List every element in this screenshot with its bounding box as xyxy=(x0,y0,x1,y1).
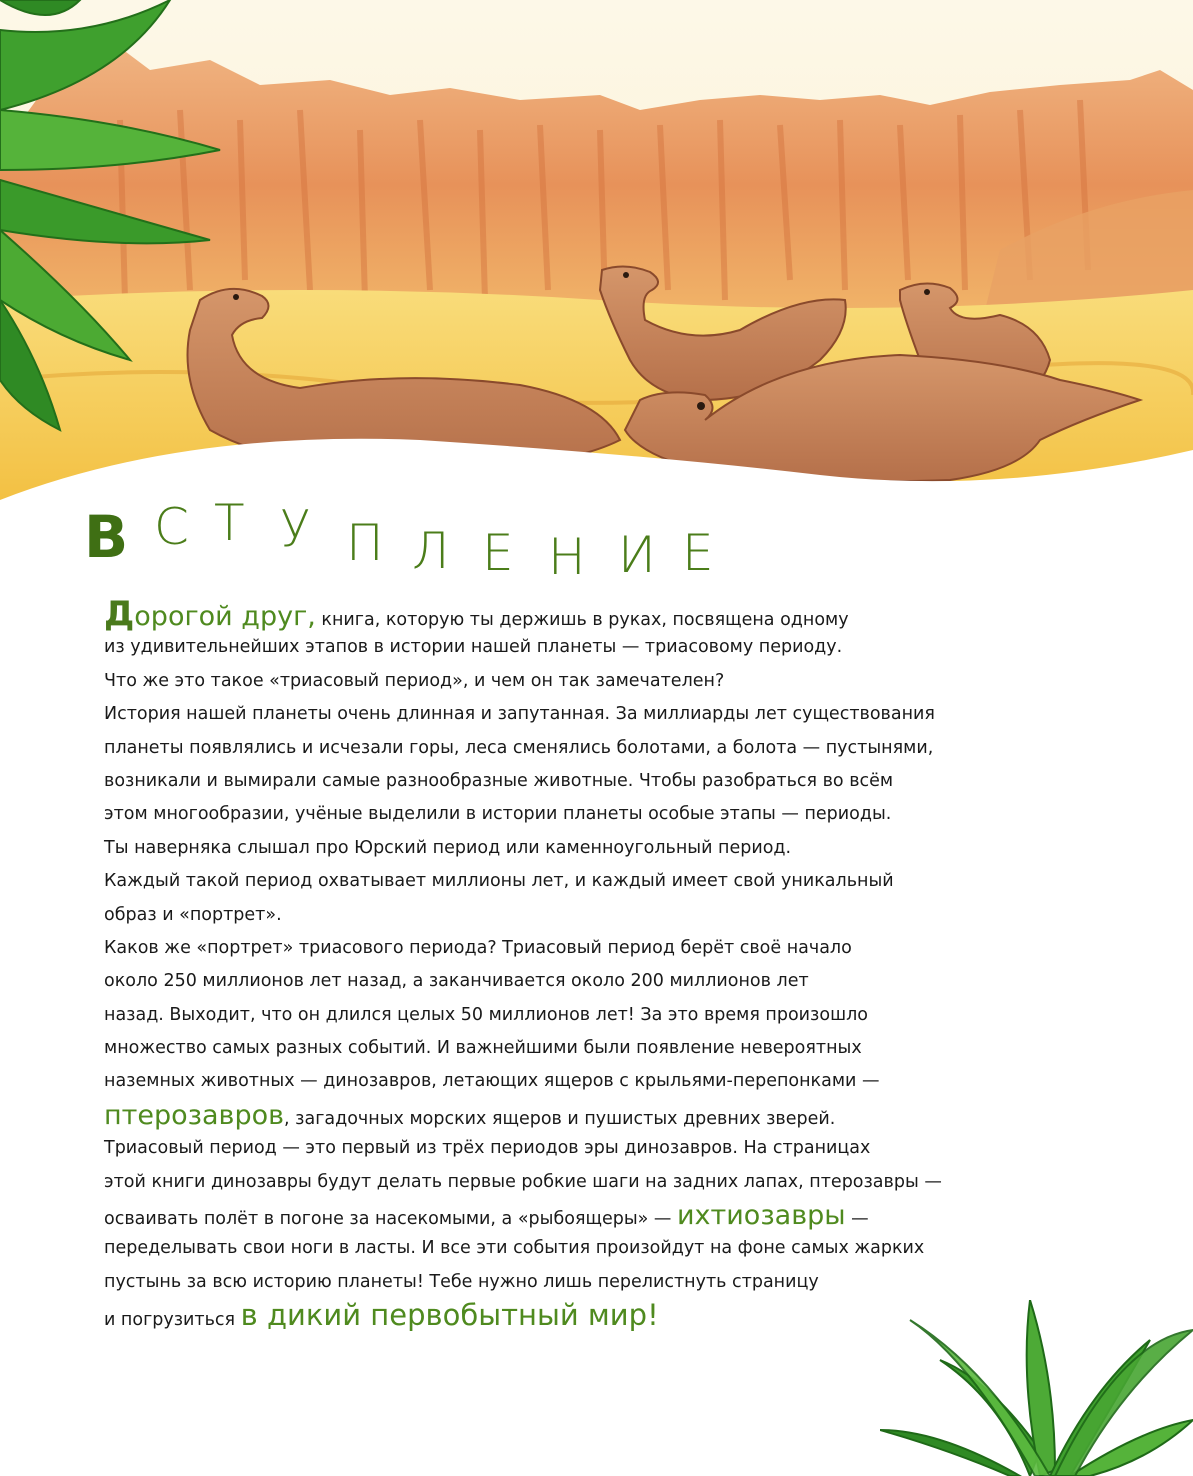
text-line: из удивительнейших этапов в истории нашей планеты — триасовому периоду. xyxy=(104,637,843,658)
highlight-pterosaurs: птерозавров xyxy=(104,1099,285,1131)
text-line xyxy=(104,1099,1064,1132)
text-line: образ и «портрет». xyxy=(104,904,282,925)
text-line: назад. Выходит, что он длился целых 50 миллионов лет! За это время произошло xyxy=(104,1004,868,1025)
highlight-closing: в дикий первобытный мир! xyxy=(240,1298,659,1333)
title-letter: И xyxy=(618,526,656,584)
text-line: Ты наверняка слышал про Юрский период или каменноугольный период. xyxy=(104,837,792,858)
title-letter: П xyxy=(346,514,384,572)
text-fragment: и погрузиться xyxy=(104,1310,241,1331)
text-line xyxy=(104,1199,1064,1232)
title-letter: Е xyxy=(682,524,714,582)
title-letter: У xyxy=(280,500,311,558)
dinosaurs-desert-illustration xyxy=(0,0,1193,520)
text-line: пустынь за всю историю планеты! Тебе нужно лишь перелистнуть страницу xyxy=(104,1271,819,1292)
text-line: около 250 миллионов лет назад, а заканчивается около 200 миллионов лет xyxy=(104,971,809,992)
title-letter: Е xyxy=(482,524,514,582)
title-letter: Т xyxy=(214,494,245,552)
text-fragment: , загадочных морских ящеров и пушистых древних зверей. xyxy=(284,1108,836,1129)
greeting: орогой друг, xyxy=(134,601,316,632)
text-fragment: книга, которую ты держишь в руках, посвящена одному xyxy=(315,610,849,630)
text-line: Каков же «портрет» триасового периода? Триасовый период берёт своё начало xyxy=(104,937,852,958)
text-line: Триасовый период — это первый из трёх периодов эры динозавров. На страницах xyxy=(104,1138,871,1159)
text-line: возникали и вымирали самые разнообразные животные. Чтобы разобраться во всём xyxy=(104,770,894,791)
palm-leaves-icon xyxy=(880,1300,1193,1476)
intro-text xyxy=(104,594,1064,1333)
text-fragment: — xyxy=(845,1209,869,1230)
text-line: этом многообразии, учёные выделили в истории планеты особые этапы — периоды. xyxy=(104,804,892,825)
text-line: переделывать свои ноги в ласты. И все эти события произойдут на фоне самых жарких xyxy=(104,1238,925,1259)
title-first-letter: В xyxy=(84,503,129,571)
title-letter: Н xyxy=(548,528,586,586)
page-title xyxy=(84,494,764,588)
text-line: наземных животных — динозавров, летающих ящеров с крыльями-перепонками — xyxy=(104,1071,880,1092)
drop-cap: Д xyxy=(104,594,135,634)
text-fragment: осваивать полёт в погоне за насекомыми, а «рыбоящеры» — xyxy=(104,1209,677,1230)
text-line: планеты появлялись и исчезали горы, леса сменялись болотами, а болота — пустынями, xyxy=(104,737,934,758)
text-line: История нашей планеты очень длинная и запутанная. За миллиарды лет существования xyxy=(104,704,935,725)
text-line: этой книги динозавры будут делать первые робкие шаги на задних лапах, птерозавры — xyxy=(104,1171,942,1192)
title-letter: Л xyxy=(412,522,450,580)
text-line: множество самых разных событий. И важнейшими были появление невероятных xyxy=(104,1038,862,1059)
title-letter: С xyxy=(154,498,189,556)
text-line: Каждый такой период охватывает миллионы лет, и каждый имеет свой уникальный xyxy=(104,871,894,892)
text-line: Что же это такое «триасовый период», и чем он так замечателен? xyxy=(104,670,725,691)
highlight-ichthyosaurs: ихтиозавры xyxy=(677,1200,846,1232)
text-line xyxy=(104,594,1064,634)
